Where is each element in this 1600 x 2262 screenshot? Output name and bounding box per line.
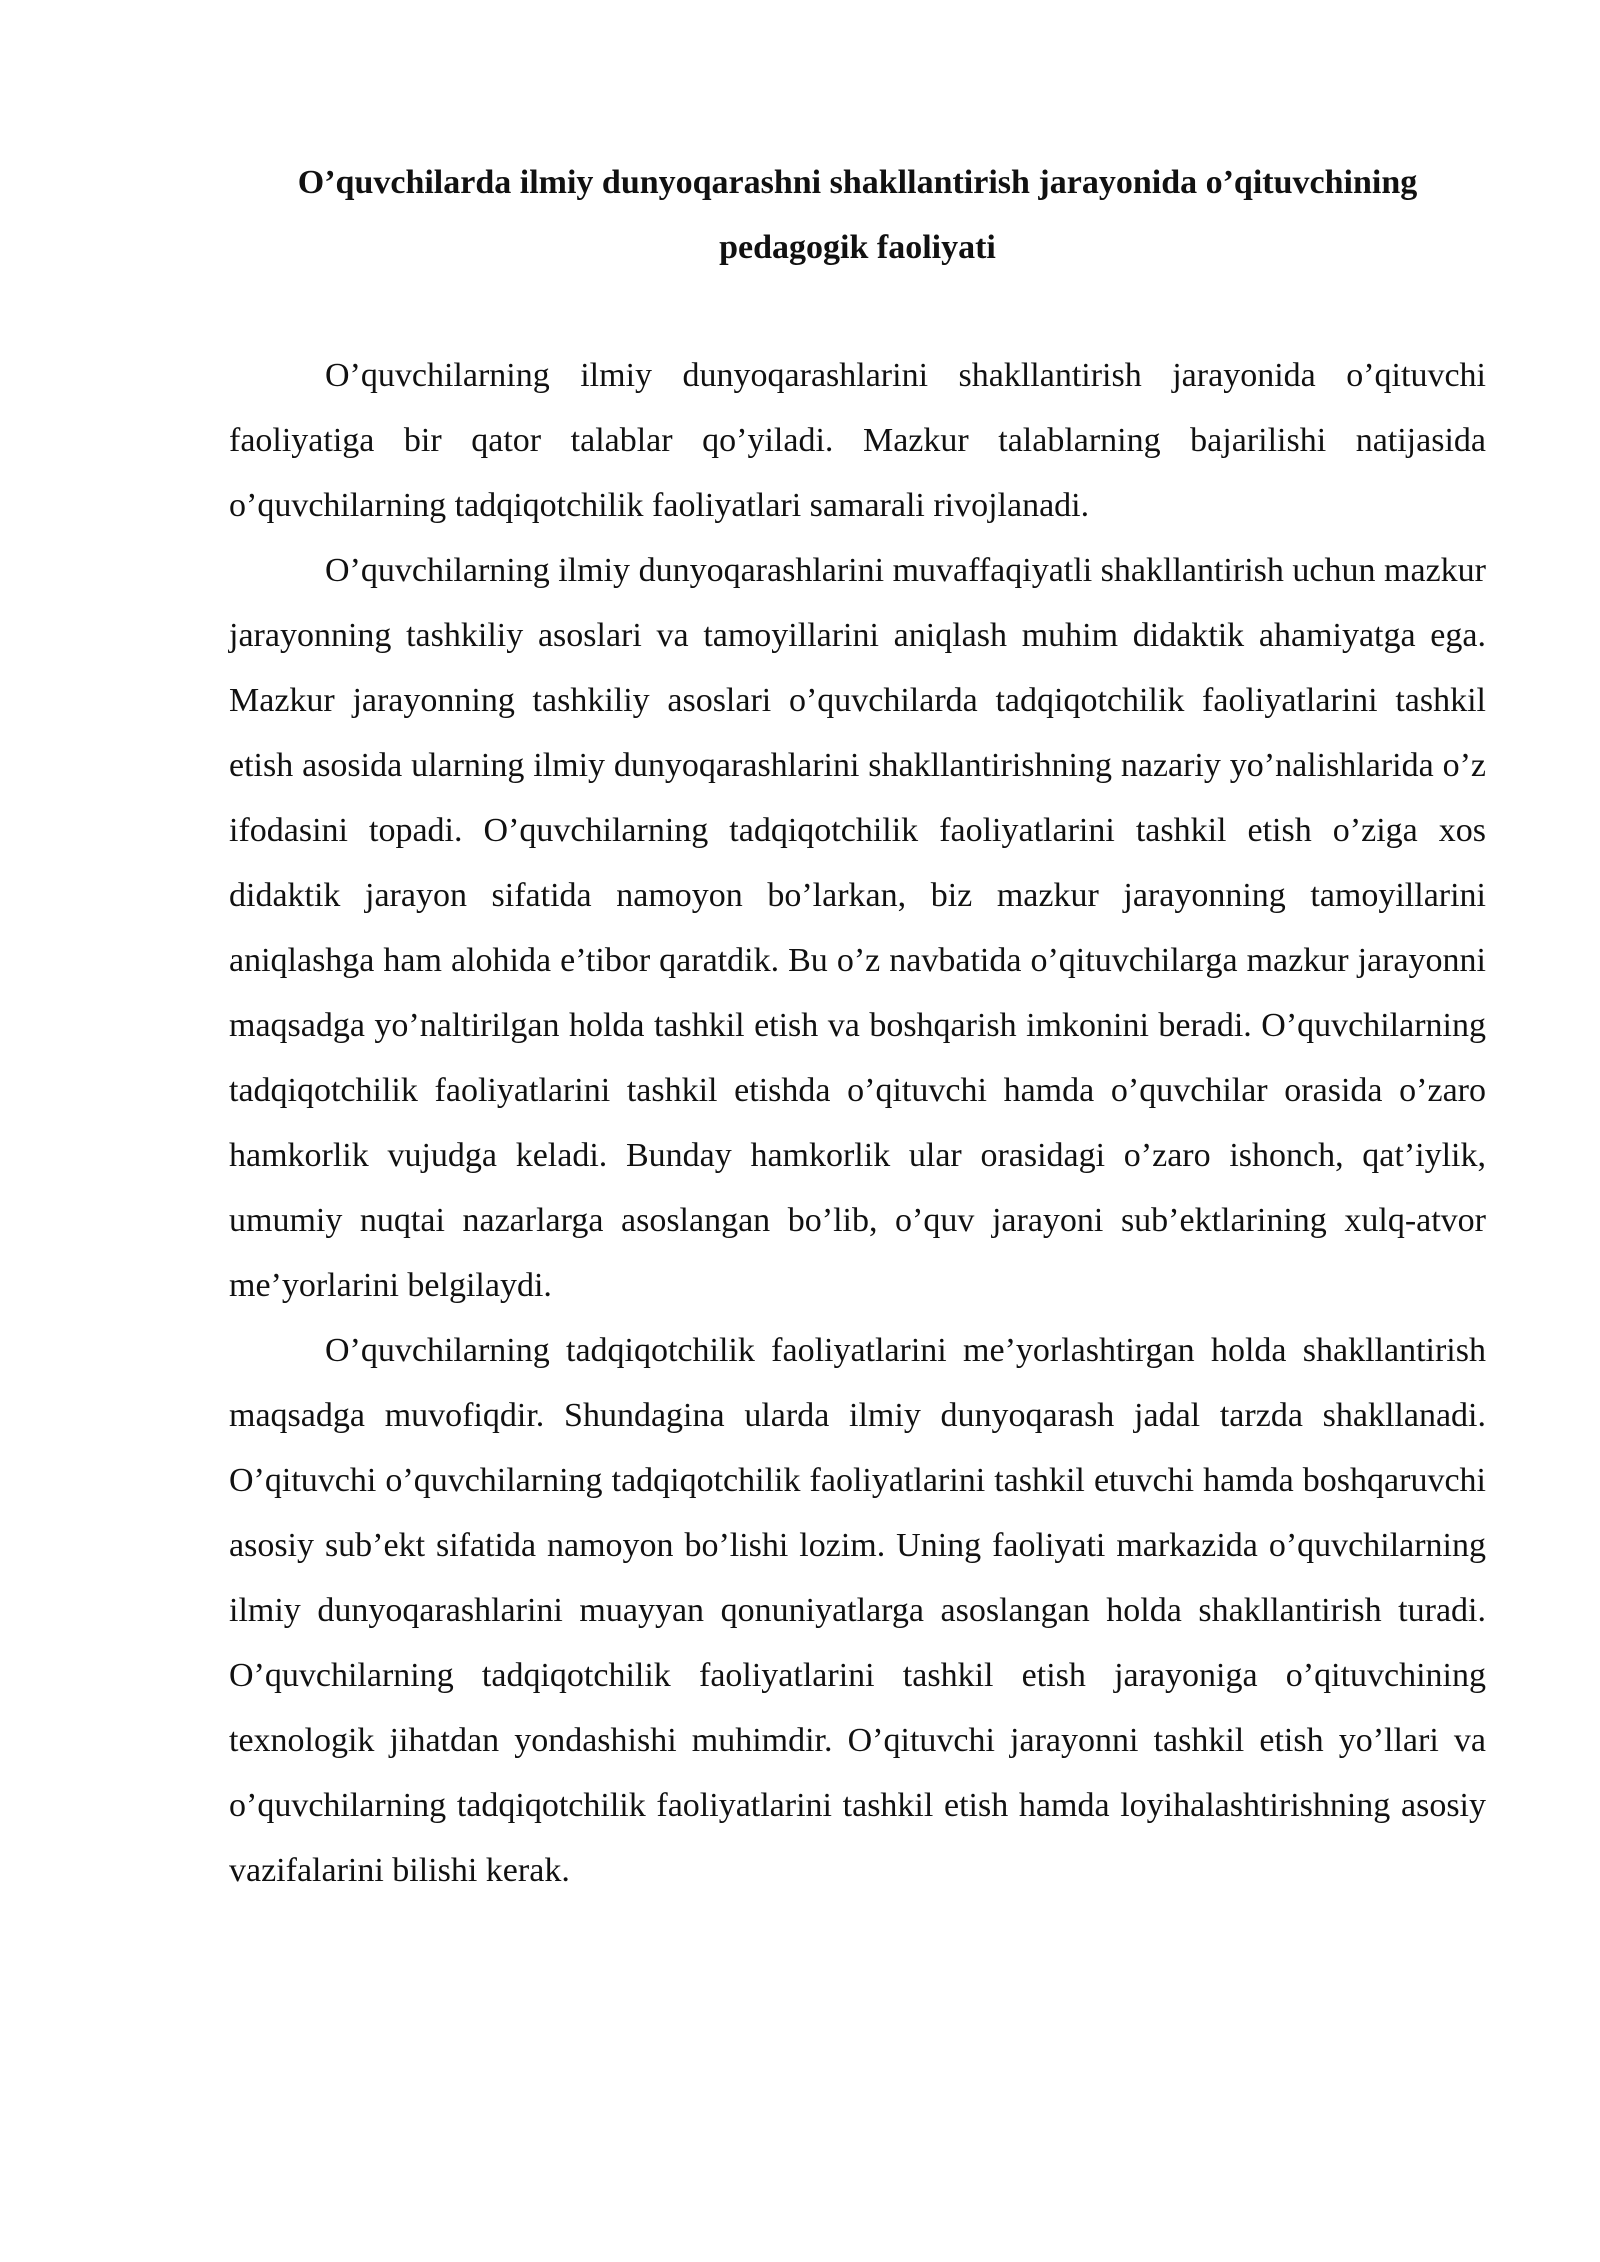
paragraph: O’quvchilarning tadqiqotchilik faoliyatlarini me’yorlashtirgan holda shakllantirish maqsadga muvofiqdir. Shundagina ularda ilmiy dunyoqarash jadal tarzda shakllanadi. O’qituvchi o’quvchilarning tadqiqotchilik faoliyatlarini tashkil etuvchi hamda boshqaruvchi asosiy sub’ekt sifatida namoyon bo’lishi lozim. Uning faoliyati markazida o’quvchilarning ilmiy dunyoqarashlarini muayyan qonuniyatlarga asoslangan holda shakllantirish turadi. O’quvchilarning tadqiqotchilik faoliyatlarini tashkil etish jarayoniga o’qituvchining texnologik jihatdan yondashishi muhimdir. O’qituvchi jarayonni tashkil etish yo’llari va o’quvchilarning tadqiqotchilik faoliyatlarini tashkil etish hamda loyihalashtirishning asosiy vazifalarini bilishi kerak. bbox=[229, 1332, 1486, 1889]
page-content bbox=[229, 150, 1486, 1903]
document-body bbox=[229, 343, 1486, 1903]
document-title: O’quvchilarda ilmiy dunyoqarashni shakllantirish jarayonida o’qituvchining pedagogik faoliyati bbox=[297, 164, 1418, 266]
paragraph: O’quvchilarning ilmiy dunyoqarashlarini shakllantirish jarayonida o’qituvchi faoliyatiga bir qator talablar qo’yiladi. Mazkur talablarning bajarilishi natijasida o’quvchilarning tadqiqotchilik faoliyatlari samarali rivojlanadi. bbox=[229, 357, 1486, 524]
paragraph: O’quvchilarning ilmiy dunyoqarashlarini muvaffaqiyatli shakllantirish uchun mazkur jarayonning tashkiliy asoslari va tamoyillarini aniqlash muhim didaktik ahamiyatga ega. Mazkur jarayonning tashkiliy asoslari o’quvchilarda tadqiqotchilik faoliyatlarini tashkil etish asosida ularning ilmiy dunyoqarashlarini shakllantirishning nazariy yo’nalishlarida o’z ifodasini topadi. O’quvchilarning tadqiqotchilik faoliyatlarini tashkil etish o’ziga xos didaktik jarayon sifatida namoyon bo’larkan, biz mazkur jarayonning tamoyillarini aniqlashga ham alohida e’tibor qaratdik. Bu o’z navbatida o’qituvchilarga mazkur jarayonni maqsadga yo’naltirilgan holda tashkil etish va boshqarish imkonini beradi. O’quvchilarning tadqiqotchilik faoliyatlarini tashkil etishda o’qituvchi hamda o’quvchilar orasida o’zaro hamkorlik vujudga keladi. Bunday hamkorlik ular orasidagi o’zaro ishonch, qat’iylik, umumiy nuqtai nazarlarga asoslangan bo’lib, o’quv jarayoni sub’ektlarining xulq-atvor me’yorlarini belgilaydi. bbox=[229, 552, 1486, 1304]
